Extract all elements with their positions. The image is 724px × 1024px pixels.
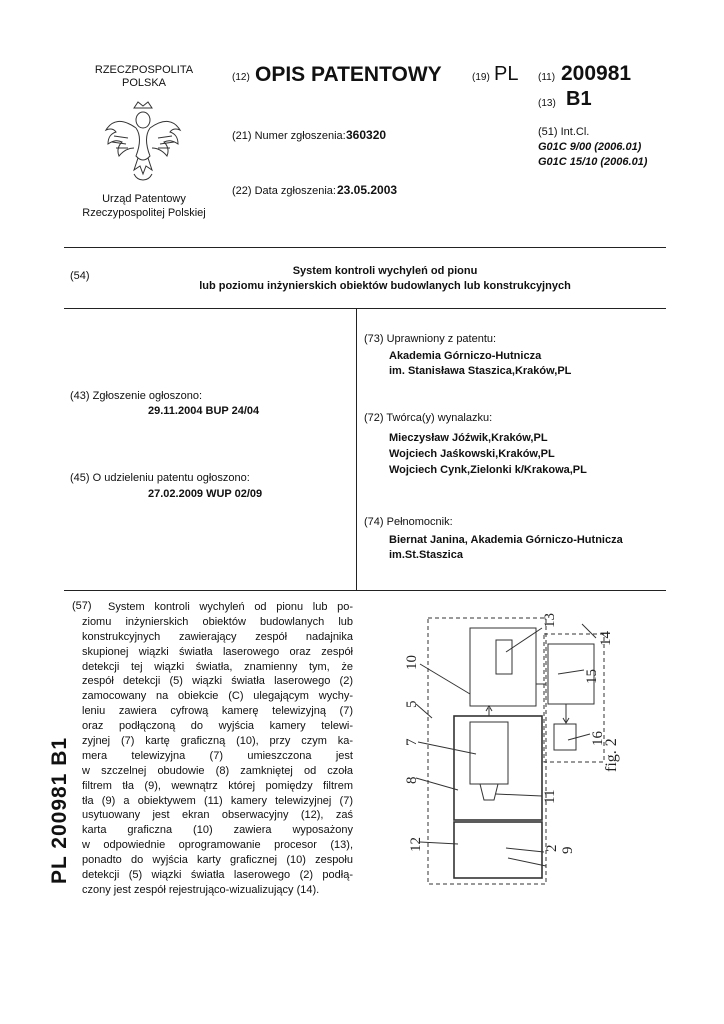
grant-label: (45) O udzieleniu patentu ogłoszono: xyxy=(70,472,250,484)
eagle-emblem xyxy=(104,98,182,186)
outer-dashed-box xyxy=(428,618,546,884)
figure-label: 2 xyxy=(544,844,560,852)
abstract-line: konstrukcyjnych zawierający zespół nadajnika xyxy=(82,630,353,643)
application-number: 360320 xyxy=(346,128,387,142)
figure-label: 13 xyxy=(542,613,558,628)
abstract-line: oraz podłączoną do wyjścia kamery telewi- xyxy=(82,720,353,733)
abstract-line: ziomu inżynierskich obiektów budowlanych lub xyxy=(82,615,353,628)
abstract-line: leniu zawiera cyfrową kamerę telewizyjną (7) xyxy=(82,705,353,718)
owner-label: (73) Uprawniony z patentu: xyxy=(364,333,497,345)
abstract-line: zespół detekcji (5) wiązki światła laserowego (2) xyxy=(82,675,353,688)
patent-owner: Akademia Górniczo-Hutnicza im. Stanisława Staszica,Kraków,PL xyxy=(389,350,572,377)
invention-title: System kontroli wychyleń od pionu lub poziomu inżynierskich obiektów budowlanych lub konstrukcyjnych xyxy=(199,265,571,292)
figure-label: 11 xyxy=(542,789,558,804)
column-divider xyxy=(356,308,357,590)
figure-label: 15 xyxy=(584,669,600,684)
ipc-codes: G01C 9/00 (2006.01) G01C 15/10 (2006.01) xyxy=(538,141,648,168)
info-divider xyxy=(64,590,666,591)
ipc-label: (51) Int.Cl. xyxy=(538,126,590,138)
figure-caption: fig. 2 xyxy=(603,738,620,772)
figure-label: 14 xyxy=(598,631,614,646)
abstract-text xyxy=(82,600,353,898)
abstract-line: usytuowany jest ekran obserwacyjny (12), zaś xyxy=(82,809,353,822)
abstract-line: skupionej wiązki światła laserowego oraz zespół xyxy=(82,645,353,658)
abstract-line: detekcji (5) wiązki światła laserowego (2) podłą- xyxy=(82,869,353,882)
abstract-line: detekcji tej wiązki światła, znamienny tym, że xyxy=(82,660,353,673)
title-divider xyxy=(64,308,666,309)
figure-label: 5 xyxy=(404,700,420,708)
filing-label: (22) Data zgłoszenia: xyxy=(232,185,336,197)
doc-type-title: OPIS PATENTOWY xyxy=(255,63,442,86)
abstract-line: czony jest zespół rejestrująco-wizualizujący (14). xyxy=(82,883,320,896)
kind-prefix: (13) xyxy=(538,98,556,109)
lens-shape xyxy=(480,784,498,800)
abstract-line: w szczelnej obudowie (8) zamkniętej od czoła xyxy=(82,764,353,777)
country-code: PL xyxy=(494,63,519,85)
abstract-line: tła (9) a obiektywem (11) kamery telewizyjnej (7) xyxy=(82,794,353,807)
abstract-line: karta graficzna (10) zawiera wyposażony xyxy=(82,824,353,837)
publication-label: (43) Zgłoszenie ogłoszono: xyxy=(70,390,203,402)
country-name: RZECZPOSPOLITA POLSKA xyxy=(94,64,194,89)
patent-number: 200981 xyxy=(561,62,632,85)
abstract-line: mera telewizyjna (7) umieszczona jest xyxy=(82,749,353,762)
abstract-line: System kontroli wychyleń od pionu lub po- xyxy=(108,601,353,613)
abstract-line: ponadto do wyjścia karty graficznej (10) zespołu xyxy=(82,854,353,867)
figure-label: 12 xyxy=(408,837,424,852)
figure-label: 9 xyxy=(560,846,576,854)
side-patent-label: PL 200981 B1 xyxy=(48,736,71,884)
kind-code: B1 xyxy=(566,88,592,110)
grant-value: 27.02.2009 WUP 02/09 xyxy=(148,488,263,500)
country-code-prefix: (19) xyxy=(472,72,490,83)
abstract-line: filtrem tła (9), wewnątrz której pomiędzy filtrem xyxy=(82,779,353,792)
housing-box xyxy=(454,716,542,820)
publication-value: 29.11.2004 BUP 24/04 xyxy=(148,405,260,417)
abstract-line: w odpowiednie oprogramowanie procesor (13), xyxy=(82,839,353,852)
figure-label: 10 xyxy=(404,655,420,670)
attorney: Biernat Janina, Akademia Górniczo-Hutnicza im.St.Staszica xyxy=(389,534,623,561)
inventors-list: Mieczysław Jóźwik,Kraków,PL Wojciech Jaśkowski,Kraków,PL Wojciech Cynk,Zielonki k/Krakowa,PL xyxy=(389,432,587,476)
abstract-code: (57) xyxy=(72,600,92,612)
figure-drawing xyxy=(396,604,658,900)
patent-office: Urząd Patentowy Rzeczypospolitej Polskiej xyxy=(82,193,206,219)
filing-date: 23.05.2003 xyxy=(337,183,398,197)
number-prefix: (11) xyxy=(538,72,556,83)
attorney-label: (74) Pełnomocnik: xyxy=(364,516,453,528)
small-box-16 xyxy=(554,724,576,750)
abstract-line: zamocowany na obiekcie (C) ulegającym wychy- xyxy=(82,690,353,703)
application-label: (21) Numer zgłoszenia: xyxy=(232,130,346,142)
camera-box xyxy=(470,722,508,784)
figure-label: 16 xyxy=(590,731,606,746)
abstract-line: zyjnej (7) kartę graficzną (10), przy czym ka- xyxy=(82,735,353,748)
doc-type-code: (12) xyxy=(232,72,250,83)
inventors-label: (72) Twórca(y) wynalazku: xyxy=(364,412,493,424)
header-divider xyxy=(64,247,666,248)
figure-label: 7 xyxy=(404,738,420,746)
title-code: (54) xyxy=(70,270,90,282)
figure-label: 8 xyxy=(404,776,420,784)
processor-box xyxy=(496,640,512,674)
